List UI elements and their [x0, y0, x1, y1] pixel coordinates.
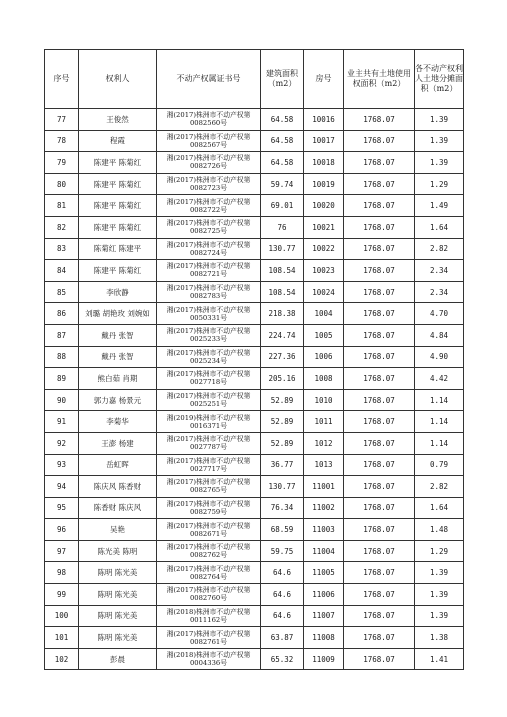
- cert-prefix: 湘(2017)株洲市不动产权第: [166, 176, 251, 185]
- cell-no: 77: [45, 109, 79, 131]
- cell-no: 79: [45, 152, 79, 174]
- cell-share: 1.29: [415, 540, 464, 562]
- cell-no: 96: [45, 519, 79, 541]
- table-row: [45, 389, 464, 411]
- cert-prefix: 湘(2017)株洲市不动产权第: [166, 327, 251, 336]
- cell-area: 64.58: [261, 152, 304, 174]
- table-row: [45, 454, 464, 476]
- cell-land: 1768.07: [344, 411, 415, 433]
- table-row: [45, 605, 464, 627]
- cell-owner: 陈建平 陈菊红: [79, 152, 157, 174]
- cell-land: 1768.07: [344, 648, 415, 670]
- cert-number: 0082721号: [189, 270, 228, 279]
- cell-share: 1.14: [415, 432, 464, 454]
- cert-number: 0004336号: [189, 659, 228, 668]
- cell-share: 1.29: [415, 173, 464, 195]
- cell-cert: [157, 540, 261, 562]
- cell-share: 0.79: [415, 454, 464, 476]
- cell-owner: 陈明 陈光美: [79, 627, 157, 649]
- cell-land: 1768.07: [344, 389, 415, 411]
- cell-no: 80: [45, 173, 79, 195]
- cert-number: 0082671号: [189, 529, 228, 538]
- cell-owner: 陈明 陈光美: [79, 562, 157, 584]
- cell-share: 1.39: [415, 109, 464, 131]
- cell-land: 1768.07: [344, 130, 415, 152]
- header-owner: 权利人: [79, 50, 157, 109]
- cell-cert: [157, 195, 261, 217]
- cell-cert: [157, 324, 261, 346]
- cert-prefix: 湘(2017)株洲市不动产权第: [166, 586, 251, 595]
- header-area: 建筑面积（m2）: [261, 50, 304, 109]
- cell-cert: [157, 627, 261, 649]
- cert-number: 0082783号: [189, 292, 228, 301]
- cell-owner: 陈建平 陈菊红: [79, 260, 157, 282]
- cell-land: 1768.07: [344, 476, 415, 498]
- cell-owner: 戴丹 张智: [79, 346, 157, 368]
- cell-no: 86: [45, 303, 79, 325]
- cell-room: 11001: [304, 476, 344, 498]
- table-row: [45, 519, 464, 541]
- cert-number: 0082765号: [189, 486, 228, 495]
- table-row: [45, 109, 464, 131]
- cell-owner: 程霞: [79, 130, 157, 152]
- cell-area: 218.38: [261, 303, 304, 325]
- cell-room: 1011: [304, 411, 344, 433]
- cell-cert: [157, 303, 261, 325]
- table-row: [45, 411, 464, 433]
- cell-no: 94: [45, 476, 79, 498]
- cell-cert: [157, 605, 261, 627]
- table-row: [45, 238, 464, 260]
- cell-land: 1768.07: [344, 260, 415, 282]
- table-row: [45, 173, 464, 195]
- cell-no: 95: [45, 497, 79, 519]
- cell-owner: 王俊然: [79, 109, 157, 131]
- table-row: [45, 432, 464, 454]
- cell-room: 10017: [304, 130, 344, 152]
- cell-no: 97: [45, 540, 79, 562]
- table-row: [45, 324, 464, 346]
- cell-land: 1768.07: [344, 497, 415, 519]
- cell-area: 130.77: [261, 238, 304, 260]
- header-no: 序号: [45, 50, 79, 109]
- cell-cert: [157, 519, 261, 541]
- cert-number: 0082764号: [189, 572, 228, 581]
- cell-room: 10024: [304, 281, 344, 303]
- cert-prefix: 湘(2017)株洲市不动产权第: [166, 197, 251, 206]
- cell-cert: [157, 368, 261, 390]
- table-row: [45, 152, 464, 174]
- cell-room: 10016: [304, 109, 344, 131]
- table-row: [45, 476, 464, 498]
- cell-area: 64.6: [261, 562, 304, 584]
- cell-room: 1006: [304, 346, 344, 368]
- cell-cert: [157, 109, 261, 131]
- table-row: [45, 303, 464, 325]
- cell-owner: 陈建平 陈菊红: [79, 195, 157, 217]
- cert-prefix: 湘(2017)株洲市不动产权第: [166, 240, 251, 249]
- cell-land: 1768.07: [344, 195, 415, 217]
- cell-owner: 陈建平 陈菊红: [79, 173, 157, 195]
- cell-area: 65.32: [261, 648, 304, 670]
- table-row: [45, 130, 464, 152]
- cell-owner: 彭晨: [79, 648, 157, 670]
- cert-number: 0027787号: [189, 443, 228, 452]
- cell-cert: [157, 260, 261, 282]
- cell-cert: [157, 432, 261, 454]
- cell-owner: 陈光美 陈明: [79, 540, 157, 562]
- cell-owner: 陈菊红 陈建平: [79, 238, 157, 260]
- cell-share: 1.39: [415, 562, 464, 584]
- cell-owner: 陈明 陈光美: [79, 584, 157, 606]
- cert-number: 0050331号: [189, 313, 228, 322]
- cell-room: 11009: [304, 648, 344, 670]
- cell-area: 227.36: [261, 346, 304, 368]
- cell-no: 101: [45, 627, 79, 649]
- cell-share: 1.38: [415, 627, 464, 649]
- cert-prefix: 湘(2018)株洲市不动产权第: [166, 651, 251, 660]
- cert-prefix: 湘(2017)株洲市不动产权第: [166, 456, 251, 465]
- cert-number: 0082761号: [189, 637, 228, 646]
- cert-prefix: 湘(2017)株洲市不动产权第: [166, 219, 251, 228]
- cert-number: 0016371号: [189, 421, 228, 430]
- cell-owner: 李欣静: [79, 281, 157, 303]
- cert-number: 0025233号: [189, 335, 228, 344]
- cell-room: 11004: [304, 540, 344, 562]
- cell-area: 59.75: [261, 540, 304, 562]
- cert-prefix: 湘(2017)株洲市不动产权第: [166, 348, 251, 357]
- cell-share: 1.39: [415, 605, 464, 627]
- table-row: [45, 195, 464, 217]
- header-land-area: 业主共有土地使用权面积（m2）: [344, 50, 415, 109]
- table-row: [45, 584, 464, 606]
- cell-area: 64.58: [261, 130, 304, 152]
- cell-area: 52.89: [261, 389, 304, 411]
- cell-land: 1768.07: [344, 324, 415, 346]
- cell-land: 1768.07: [344, 346, 415, 368]
- cell-no: 91: [45, 411, 79, 433]
- cell-owner: 王澎 杨建: [79, 432, 157, 454]
- cell-cert: [157, 476, 261, 498]
- cell-area: 224.74: [261, 324, 304, 346]
- cell-room: 10019: [304, 173, 344, 195]
- table-row: [45, 260, 464, 282]
- cert-number: 0082560号: [189, 119, 228, 128]
- cert-prefix: 湘(2017)株洲市不动产权第: [166, 392, 251, 401]
- cell-no: 81: [45, 195, 79, 217]
- cell-cert: [157, 130, 261, 152]
- cell-share: 1.49: [415, 195, 464, 217]
- table-row: [45, 648, 464, 670]
- cell-cert: [157, 497, 261, 519]
- cert-prefix: 湘(2017)株洲市不动产权第: [166, 499, 251, 508]
- cert-number: 0082567号: [189, 140, 228, 149]
- cell-no: 90: [45, 389, 79, 411]
- cell-share: 2.82: [415, 238, 464, 260]
- cell-cert: [157, 281, 261, 303]
- cell-share: 2.34: [415, 281, 464, 303]
- cell-no: 89: [45, 368, 79, 390]
- cell-share: 1.64: [415, 216, 464, 238]
- cell-room: 10021: [304, 216, 344, 238]
- cert-prefix: 湘(2018)株洲市不动产权第: [166, 607, 251, 616]
- cert-prefix: 湘(2017)株洲市不动产权第: [166, 629, 251, 638]
- cell-owner: 吴艳: [79, 519, 157, 541]
- cell-owner: 刘璐 胡艳玫 刘婉如: [79, 303, 157, 325]
- cert-prefix: 湘(2017)株洲市不动产权第: [166, 435, 251, 444]
- cert-prefix: 湘(2017)株洲市不动产权第: [166, 262, 251, 271]
- cert-number: 0082722号: [189, 205, 228, 214]
- cell-owner: 李菊华: [79, 411, 157, 433]
- cell-room: 1004: [304, 303, 344, 325]
- cell-no: 98: [45, 562, 79, 584]
- cert-prefix: 湘(2017)株洲市不动产权第: [166, 111, 251, 120]
- cell-area: 64.6: [261, 605, 304, 627]
- cert-number: 0082762号: [189, 551, 228, 560]
- cell-land: 1768.07: [344, 454, 415, 476]
- cell-no: 88: [45, 346, 79, 368]
- cell-land: 1768.07: [344, 152, 415, 174]
- cell-share: 4.84: [415, 324, 464, 346]
- cert-prefix: 湘(2017)株洲市不动产权第: [166, 478, 251, 487]
- cert-number: 0027717号: [189, 464, 228, 473]
- table-header-row: [45, 50, 464, 109]
- cell-share: 2.34: [415, 260, 464, 282]
- cell-share: 1.39: [415, 584, 464, 606]
- cell-cert: [157, 389, 261, 411]
- cell-share: 2.82: [415, 476, 464, 498]
- cell-room: 1012: [304, 432, 344, 454]
- cell-share: 1.39: [415, 152, 464, 174]
- cell-no: 82: [45, 216, 79, 238]
- cell-no: 85: [45, 281, 79, 303]
- table-row: [45, 368, 464, 390]
- cell-share: 4.90: [415, 346, 464, 368]
- cell-land: 1768.07: [344, 519, 415, 541]
- cell-owner: 陈庆风 陈香财: [79, 476, 157, 498]
- cell-room: 10020: [304, 195, 344, 217]
- cell-share: 1.14: [415, 411, 464, 433]
- header-cert: 不动产权属证书号: [157, 50, 261, 109]
- cell-area: 130.77: [261, 476, 304, 498]
- cert-number: 0082726号: [189, 162, 228, 171]
- cell-area: 63.87: [261, 627, 304, 649]
- cell-room: 10023: [304, 260, 344, 282]
- cell-land: 1768.07: [344, 238, 415, 260]
- cell-land: 1768.07: [344, 173, 415, 195]
- cell-room: 11007: [304, 605, 344, 627]
- cell-cert: [157, 216, 261, 238]
- cell-cert: [157, 411, 261, 433]
- cell-owner: 郭力嘉 杨景元: [79, 389, 157, 411]
- cell-area: 76: [261, 216, 304, 238]
- cell-land: 1768.07: [344, 627, 415, 649]
- cert-number: 0082760号: [189, 594, 228, 603]
- cell-share: 1.39: [415, 130, 464, 152]
- cert-prefix: 湘(2019)株洲市不动产权第: [166, 413, 251, 422]
- cell-area: 64.58: [261, 109, 304, 131]
- cell-no: 83: [45, 238, 79, 260]
- cert-number: 0082724号: [189, 248, 228, 257]
- cell-land: 1768.07: [344, 281, 415, 303]
- cert-prefix: 湘(2017)株洲市不动产权第: [166, 521, 251, 530]
- cell-room: 11008: [304, 627, 344, 649]
- cell-owner: 陈建平 陈菊红: [79, 216, 157, 238]
- cell-land: 1768.07: [344, 584, 415, 606]
- cert-prefix: 湘(2017)株洲市不动产权第: [166, 370, 251, 379]
- cell-no: 99: [45, 584, 79, 606]
- cert-number: 0025234号: [189, 356, 228, 365]
- cell-room: 1013: [304, 454, 344, 476]
- cert-number: 0082723号: [189, 184, 228, 193]
- table-row: [45, 346, 464, 368]
- cell-room: 10022: [304, 238, 344, 260]
- cell-room: 11006: [304, 584, 344, 606]
- table-row: [45, 627, 464, 649]
- cell-no: 84: [45, 260, 79, 282]
- cert-number: 0082759号: [189, 507, 228, 516]
- property-table: [44, 49, 464, 670]
- cell-land: 1768.07: [344, 109, 415, 131]
- cell-owner: 陈明 陈光美: [79, 605, 157, 627]
- cell-owner: 岳虹晖: [79, 454, 157, 476]
- cell-land: 1768.07: [344, 605, 415, 627]
- table-row: [45, 281, 464, 303]
- cell-cert: [157, 173, 261, 195]
- cell-no: 92: [45, 432, 79, 454]
- cell-area: 68.59: [261, 519, 304, 541]
- cert-number: 0027718号: [189, 378, 228, 387]
- cell-share: 1.64: [415, 497, 464, 519]
- cert-prefix: 湘(2017)株洲市不动产权第: [166, 543, 251, 552]
- cell-no: 87: [45, 324, 79, 346]
- cell-no: 93: [45, 454, 79, 476]
- cell-land: 1768.07: [344, 216, 415, 238]
- cell-share: 1.41: [415, 648, 464, 670]
- cert-prefix: 湘(2017)株洲市不动产权第: [166, 305, 251, 314]
- cell-owner: 熊白茹 肖期: [79, 368, 157, 390]
- cert-prefix: 湘(2017)株洲市不动产权第: [166, 284, 251, 293]
- table-row: [45, 540, 464, 562]
- cell-land: 1768.07: [344, 432, 415, 454]
- cell-cert: [157, 346, 261, 368]
- cell-area: 76.34: [261, 497, 304, 519]
- cell-share: 4.42: [415, 368, 464, 390]
- cert-number: 0011162号: [189, 615, 228, 624]
- cell-cert: [157, 562, 261, 584]
- cell-area: 205.16: [261, 368, 304, 390]
- cell-room: 10018: [304, 152, 344, 174]
- cell-land: 1768.07: [344, 368, 415, 390]
- table-row: [45, 216, 464, 238]
- cell-room: 11005: [304, 562, 344, 584]
- cell-no: 102: [45, 648, 79, 670]
- cell-area: 59.74: [261, 173, 304, 195]
- cell-owner: 陈香财 陈庆风: [79, 497, 157, 519]
- cell-area: 52.89: [261, 432, 304, 454]
- cell-area: 36.77: [261, 454, 304, 476]
- cert-prefix: 湘(2017)株洲市不动产权第: [166, 132, 251, 141]
- cell-land: 1768.07: [344, 562, 415, 584]
- cert-prefix: 湘(2017)株洲市不动产权第: [166, 564, 251, 573]
- cell-owner: 戴丹 张智: [79, 324, 157, 346]
- cell-cert: [157, 648, 261, 670]
- cell-share: 4.70: [415, 303, 464, 325]
- cell-area: 69.01: [261, 195, 304, 217]
- cell-area: 52.89: [261, 411, 304, 433]
- cell-room: 1005: [304, 324, 344, 346]
- cell-land: 1768.07: [344, 540, 415, 562]
- cell-share: 1.14: [415, 389, 464, 411]
- table-row: [45, 497, 464, 519]
- header-room: 房号: [304, 50, 344, 109]
- cert-number: 0025251号: [189, 400, 228, 409]
- cell-share: 1.48: [415, 519, 464, 541]
- cell-no: 100: [45, 605, 79, 627]
- cell-area: 108.54: [261, 260, 304, 282]
- cell-room: 11003: [304, 519, 344, 541]
- header-share: 各不动产权利人土地分摊面积（m2）: [415, 50, 464, 109]
- cell-room: 1010: [304, 389, 344, 411]
- cell-cert: [157, 238, 261, 260]
- cell-no: 78: [45, 130, 79, 152]
- cert-number: 0082725号: [189, 227, 228, 236]
- cell-room: 1008: [304, 368, 344, 390]
- cell-room: 11002: [304, 497, 344, 519]
- table-row: [45, 562, 464, 584]
- cert-prefix: 湘(2017)株洲市不动产权第: [166, 154, 251, 163]
- cell-cert: [157, 584, 261, 606]
- cell-land: 1768.07: [344, 303, 415, 325]
- cell-cert: [157, 152, 261, 174]
- cell-area: 64.6: [261, 584, 304, 606]
- cell-area: 108.54: [261, 281, 304, 303]
- cell-cert: [157, 454, 261, 476]
